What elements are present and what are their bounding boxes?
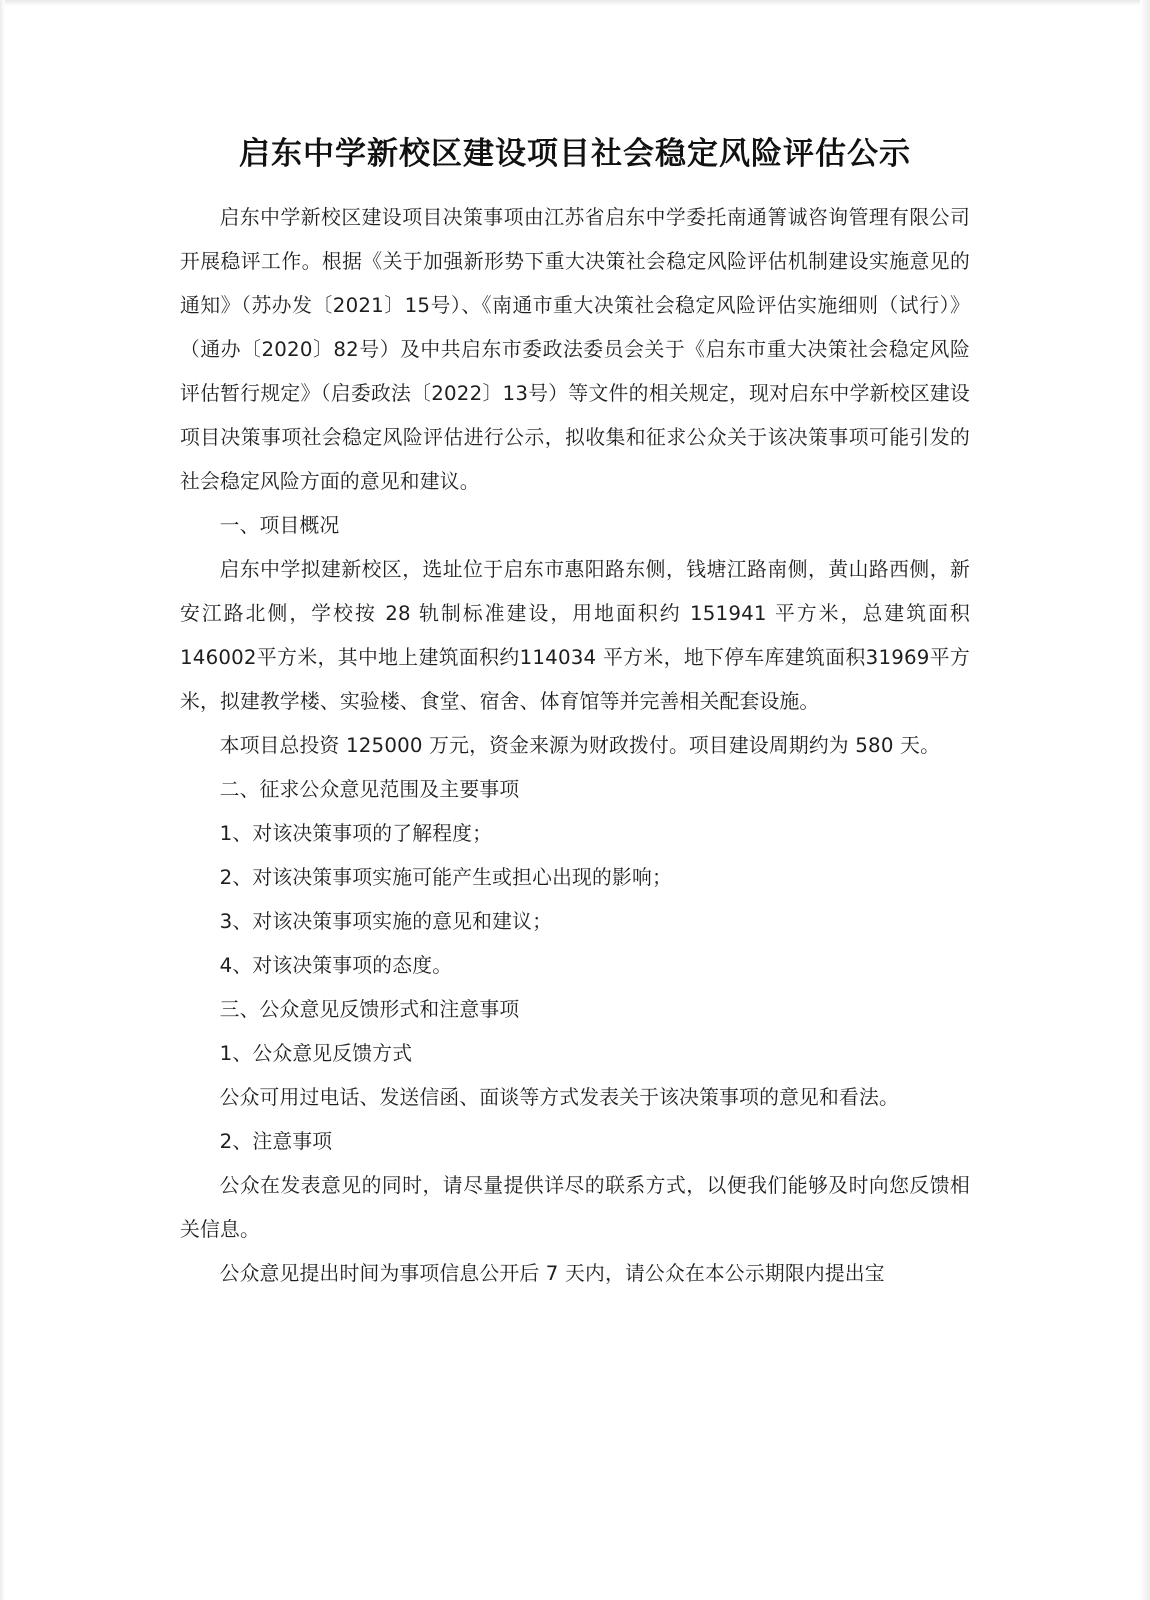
section2-heading: 二、征求公众意见范围及主要事项: [219, 778, 520, 801]
section3-heading: 三、公众意见反馈形式和注意事项: [219, 998, 520, 1021]
page-edge-left: [0, 0, 5, 1600]
document-title: 启东中学新校区建设项目社会稳定风险评估公示: [239, 136, 911, 172]
document-body: [180, 128, 970, 1296]
section1-paragraph-overview: 启东中学拟建新校区，选址位于启东市惠阳路东侧，钱塘江路南侧，黄山路西侧，新安江路北侧，学校按 28 轨制标准建设，用地面积约 151941 平方米，总建筑面积146002平方米，其中地上建筑面积约114034 平方米，地下停车库建筑面积31969平方米，拟建教学楼、实验楼、食堂、宿舍、体育馆等并完善相关配套设施。: [180, 558, 970, 713]
section3-notes-text: 公众在发表意见的同时，请尽量提供详尽的联系方式，以便我们能够及时向您反馈相关信息。: [180, 1174, 970, 1241]
section3-subheading-feedback-method: 1、公众意见反馈方式: [219, 1042, 413, 1065]
page-edge-top: [0, 0, 1150, 6]
section2-item-2: 2、对该决策事项实施可能产生或担心出现的影响；: [219, 866, 672, 889]
page-edge-right: [1140, 0, 1150, 1600]
section2-item-1: 1、对该决策事项的了解程度；: [219, 822, 493, 845]
section2-item-4: 4、对该决策事项的态度。: [219, 954, 453, 977]
section1-heading: 一、项目概况: [219, 514, 340, 537]
section3-feedback-method-text: 公众可用过电话、发送信函、面谈等方式发表关于该决策事项的意见和看法。: [219, 1086, 899, 1109]
section1-paragraph-investment: 本项目总投资 125000 万元，资金来源为财政拨付。项目建设周期约为 580 天。: [219, 734, 941, 757]
intro-paragraph: 启东中学新校区建设项目决策事项由江苏省启东中学委托南通箐诚咨询管理有限公司开展稳评工作。根据《关于加强新形势下重大决策社会稳定风险评估机制建设实施意见的通知》（苏办发〔2021〕15号）、《南通市重大决策社会稳定风险评估实施细则（试行）》（通办〔2020〕82号）及中共启东市委政法委员会关于《启东市重大决策社会稳定风险评估暂行规定》（启委政法〔2022〕13号）等文件的相关规定，现对启东中学新校区建设项目决策事项社会稳定风险评估进行公示，拟收集和征求公众关于该决策事项可能引发的社会稳定风险方面的意见和建议。: [180, 206, 970, 493]
section3-deadline-text: 公众意见提出时间为事项信息公开后 7 天内，请公众在本公示期限内提出宝: [219, 1262, 885, 1285]
section3-subheading-notes: 2、注意事项: [219, 1130, 333, 1153]
section2-item-3: 3、对该决策事项实施的意见和建议；: [219, 910, 553, 933]
